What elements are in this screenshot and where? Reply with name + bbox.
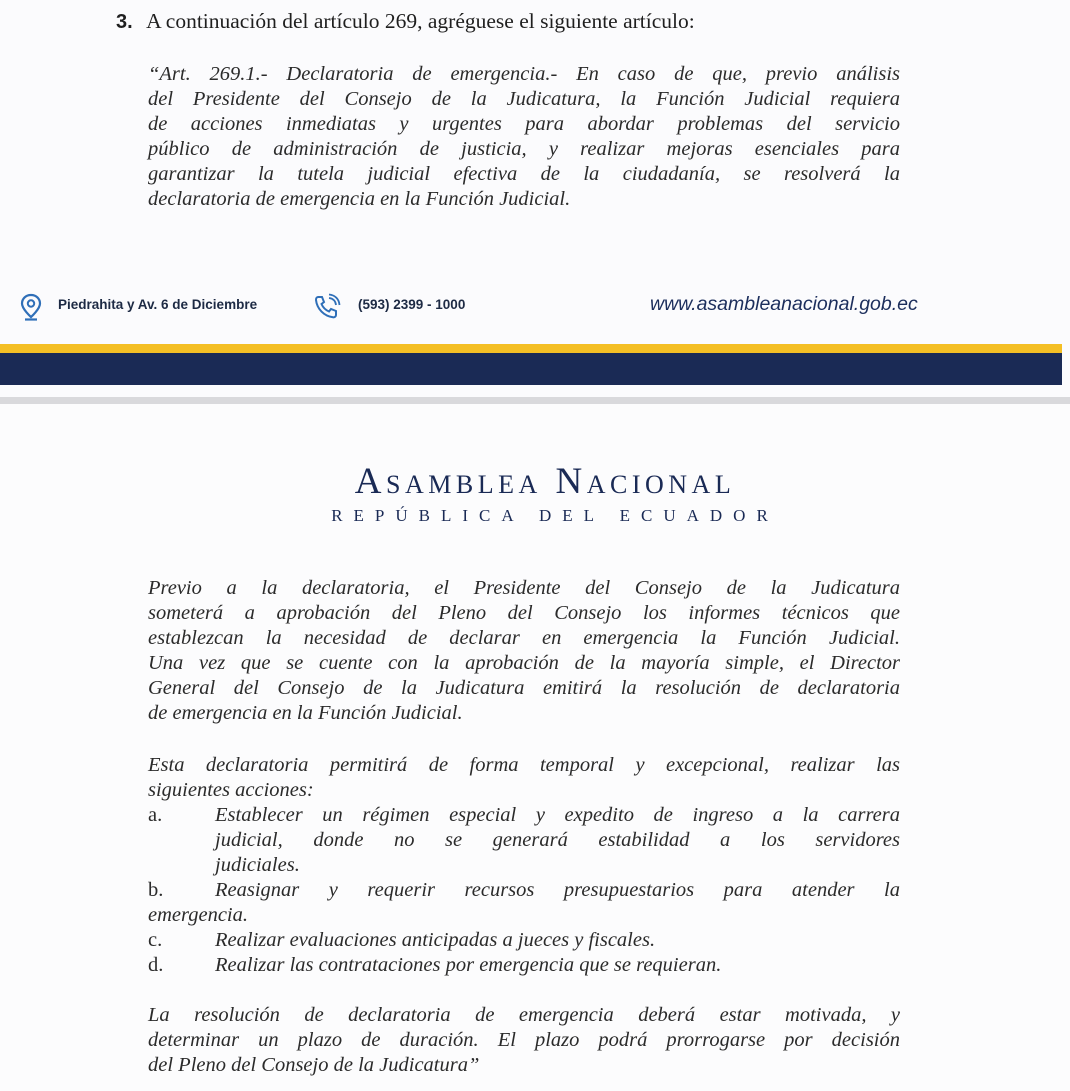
page-footer — [0, 289, 1070, 325]
list-item-line: judicial, donde no se generará estabilidad a los servidores — [215, 829, 900, 851]
list-marker: d. — [148, 954, 164, 976]
paragraph-line: General del Consejo de la Judicatura emitirá la resolución de declaratoria — [148, 677, 900, 699]
footer-gold-stripe — [0, 344, 1062, 353]
paragraph-line: determinar un plazo de duración. El plazo podrá prorrogarse por decisión — [148, 1029, 900, 1051]
phone-icon — [312, 293, 342, 326]
item-heading-row — [116, 9, 1070, 34]
footer-address: Piedrahita y Av. 6 de Diciembre — [58, 297, 258, 312]
masthead-subtitle: REPÚBLICA DEL ECUADOR — [331, 506, 779, 525]
item-heading: A continuación del artículo 269, agréguese el siguiente artículo: — [146, 9, 695, 33]
article-line: declaratoria de emergencia en la Función Judicial. — [148, 188, 571, 210]
list-item-line: Reasignar y requerir recursos presupuestarios para atender la — [215, 879, 900, 901]
list-item-line: emergencia. — [148, 904, 248, 926]
paragraph-line: del Pleno del Consejo de la Judicatura” — [148, 1054, 480, 1076]
footer-phone: (593) 2399 - 1000 — [358, 297, 466, 312]
masthead-title: Asamblea Nacional — [354, 461, 736, 502]
item-number: 3. — [116, 11, 133, 33]
article-line: público de administración de justicia, y realizar mejoras esenciales para — [148, 138, 900, 160]
article-line: del Presidente del Consejo de la Judicatura, la Función Judicial requiera — [148, 88, 900, 110]
location-pin-icon — [20, 293, 42, 326]
masthead — [0, 462, 1070, 527]
paragraph-line: someterá a aprobación del Pleno del Consejo los informes técnicos que — [148, 602, 900, 624]
list-item-line: Realizar evaluaciones anticipadas a jueces y fiscales. — [215, 929, 656, 951]
paragraph-line: Previo a la declaratoria, el Presidente del Consejo de la Judicatura — [148, 577, 900, 599]
article-line: garantizar la tutela judicial efectiva de la ciudadanía, se resolverá la — [148, 163, 900, 185]
article-line: “Art. 269.1.- Declaratoria de emergencia.- En caso de que, previo análisis — [148, 63, 900, 85]
paragraph-line: Esta declaratoria permitirá de forma temporal y excepcional, realizar las — [148, 754, 900, 776]
paragraph-line: siguientes acciones: — [148, 779, 314, 801]
list-marker: c. — [148, 929, 163, 951]
footer-website-link[interactable]: www.asambleanacional.gob.ec — [650, 293, 918, 315]
paragraph-line: La resolución de declaratoria de emergencia deberá estar motivada, y — [148, 1004, 900, 1026]
paragraph-line: establezcan la necesidad de declarar en emergencia la Función Judicial. — [148, 627, 900, 649]
document-page-1 — [0, 0, 1070, 397]
paragraph-line: Una vez que se cuente con la aprobación de la mayoría simple, el Director — [148, 652, 900, 674]
list-item-line: Realizar las contrataciones por emergencia que se requieran. — [215, 954, 722, 976]
list-marker: b. — [148, 879, 164, 901]
list-item-line: Establecer un régimen especial y expedito de ingreso a la carrera — [215, 804, 900, 826]
article-line: de acciones inmediatas y urgentes para abordar problemas del servicio — [148, 113, 900, 135]
footer-navy-stripe — [0, 353, 1062, 385]
list-item-line: judiciales. — [215, 854, 300, 876]
paragraph-line: de emergencia en la Función Judicial. — [148, 702, 463, 724]
list-marker: a. — [148, 804, 163, 826]
document-page-2 — [0, 404, 1070, 1091]
